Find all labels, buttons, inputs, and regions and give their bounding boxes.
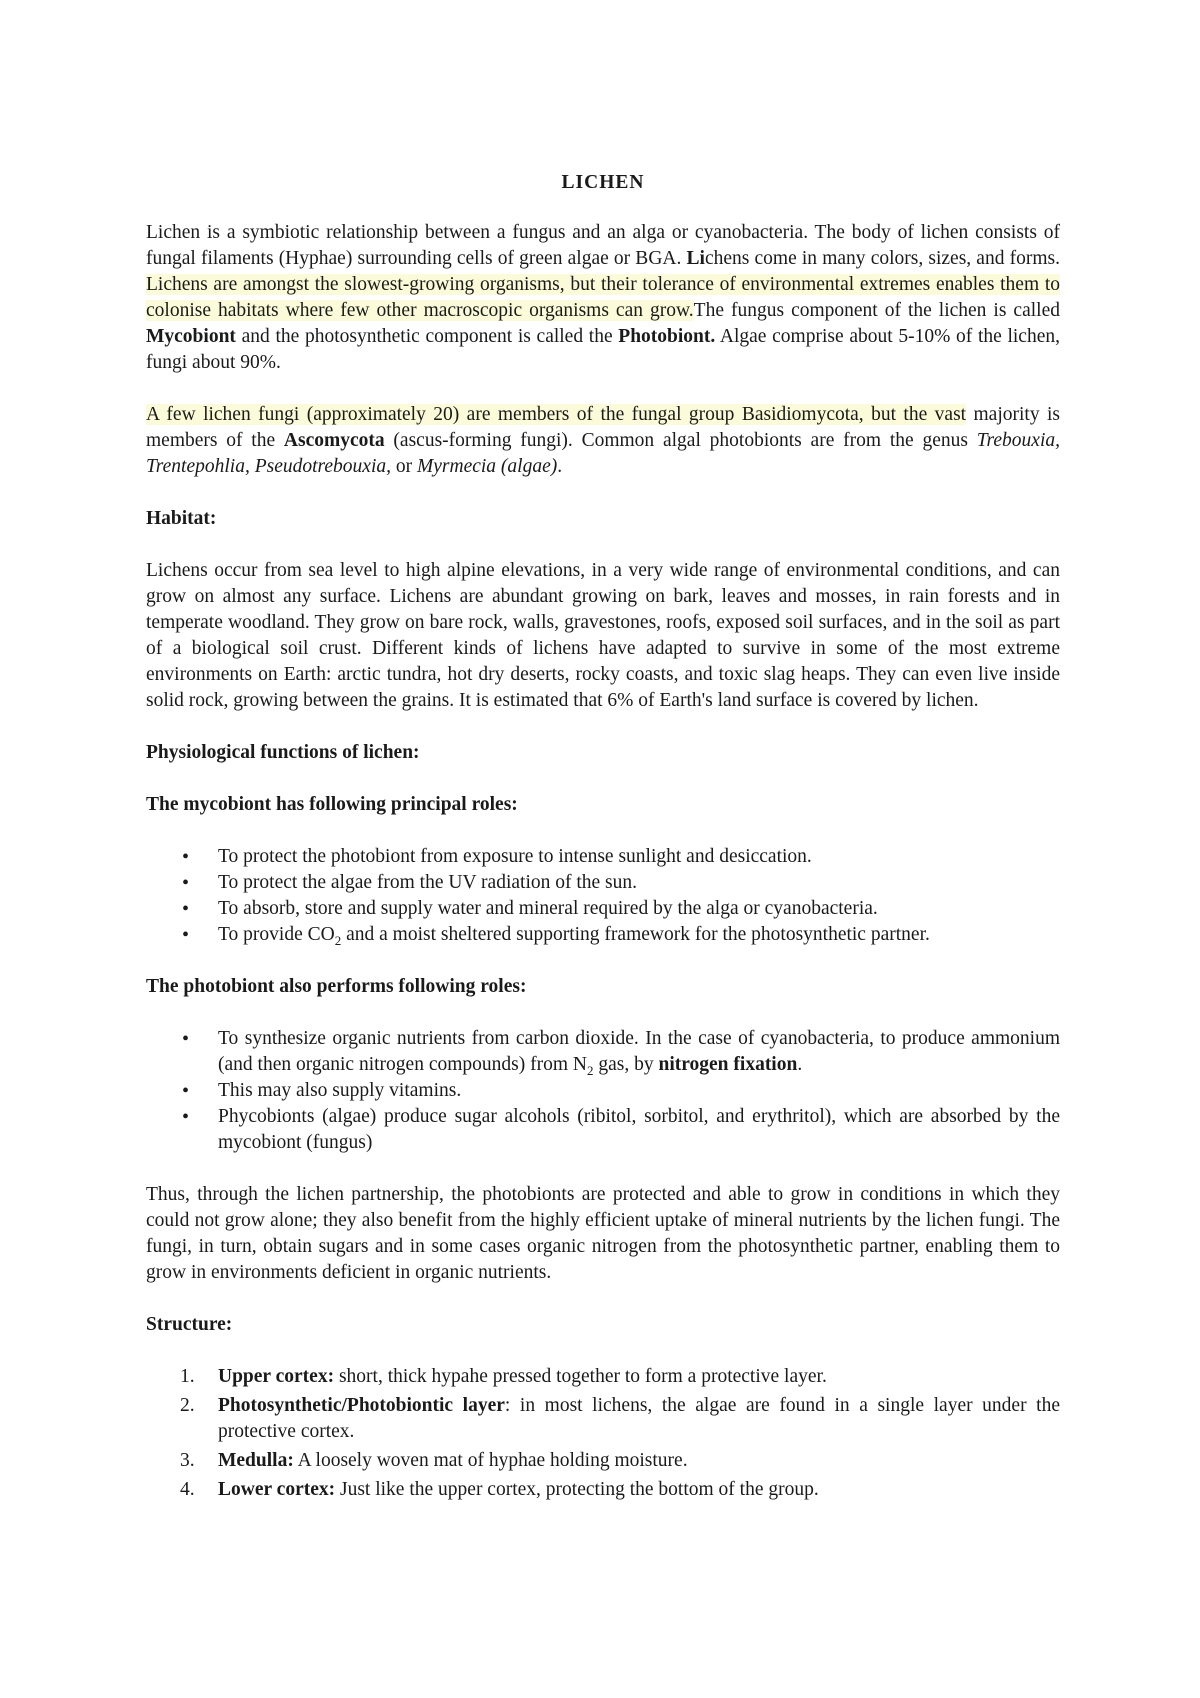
- mycobiont-term: Mycobiont: [146, 326, 236, 347]
- habitat-paragraph: Lichens occur from sea level to high alpine elevations, in a very wide range of environmental conditions, and can grow on almost any surface. Lichens are abundant growing on bark, leaves and mosses, in rain forests and in temperate woodland. They grow on bare rock, walls, gravestones, roofs, exposed soil surfaces, and in the soil as part of a biological soil crust. Different kinds of lichens have adapted to survive in some of the most extreme environments on Earth: arctic tundra, hot dry deserts, rocky coasts, and toxic slag heaps. They can even live inside solid rock, growing between the grains. It is estimated that 6% of Earth's land surface is covered by lichen.: [146, 560, 1060, 711]
- page-title: LICHEN: [561, 172, 645, 193]
- text-run: (ascus-forming fungi). Common algal photobionts are from the genus: [384, 430, 977, 451]
- mycobiont-roles-list: [146, 844, 1060, 948]
- list-number: 4.: [180, 1479, 195, 1500]
- text-run: and the photosynthetic component is called the: [235, 326, 619, 347]
- nitrogen-fixation-term: nitrogen fixation: [658, 1054, 798, 1075]
- list-item: [180, 1477, 1060, 1503]
- intro-paragraph-2: [146, 402, 1060, 480]
- list-item: [180, 1393, 1060, 1445]
- subscript: 2: [334, 932, 342, 948]
- text-run: or: [391, 456, 417, 477]
- text-run: Just like the upper cortex, protecting the bottom of the group.: [335, 1479, 819, 1500]
- list-item: • To protect the photobiont from exposure to intense sunlight and desiccation.: [218, 844, 1060, 870]
- structure-term: Lower cortex:: [218, 1479, 336, 1500]
- text-run: To synthesize organic nutrients from carbon dioxide. In the case of cyanobacteria, to produce ammonium (and then organic nitrogen compounds) from N: [218, 1028, 1060, 1075]
- mycobiont-roles-heading: The mycobiont has following principal roles:: [146, 794, 518, 815]
- photobiont-roles-heading: The photobiont also performs following roles:: [146, 976, 527, 997]
- text-run: Lichen is a symbiotic relationship between a fungus and an alga or cyanobacteria. The body of lichen consists of fungal filaments (Hyphae) surrounding cells of green algae or BGA.: [146, 222, 1060, 269]
- list-number: 3.: [180, 1450, 195, 1471]
- text-run: gas, by: [593, 1054, 659, 1075]
- structure-term: Medulla:: [218, 1450, 294, 1471]
- photobiont-term: Photobiont.: [618, 326, 716, 347]
- text-run: To provide CO: [218, 924, 335, 945]
- summary-paragraph: Thus, through the lichen partnership, the photobionts are protected and able to grow in conditions in which they could not grow alone; they also benefit from the highly efficient uptake of mineral nutrients by the lichen fungi. The fungi, in turn, obtain sugars and in some cases organic nitrogen from the photosynthetic partner, enabling them to grow in environments deficient in organic nutrients.: [146, 1184, 1060, 1283]
- subscript: 2: [586, 1062, 594, 1078]
- text-run: The fungus component of the lichen is called: [693, 300, 1060, 321]
- bold-text: Li: [686, 248, 705, 269]
- list-number: 1.: [180, 1366, 195, 1387]
- text-run: .: [797, 1054, 803, 1075]
- highlighted-text: A few lichen fungi (approximately 20) are members of the fungal group Basidiomycota, but the vast: [146, 404, 967, 425]
- text-run: A loosely woven mat of hyphae holding moisture.: [293, 1450, 688, 1471]
- photobiont-roles-list: [146, 1026, 1060, 1156]
- habitat-heading: Habitat:: [146, 508, 217, 529]
- text-run: short, thick hypahe pressed together to form a protective layer.: [334, 1366, 827, 1387]
- intro-paragraph-1: [146, 220, 1060, 376]
- list-item: [218, 922, 1060, 948]
- structure-list: [146, 1364, 1060, 1503]
- myrmecia-italic: Myrmecia (algae): [417, 456, 558, 477]
- physiology-heading: Physiological functions of lichen:: [146, 742, 420, 763]
- text-run: chens come in many colors, sizes, and forms.: [704, 248, 1060, 269]
- list-item: • This may also supply vitamins.: [218, 1078, 1060, 1104]
- structure-heading: Structure:: [146, 1314, 233, 1335]
- highlighted-text: Lichens are amongst the slowest-growing organisms, but their tolerance of environmental extremes enables them to colonise habitats where few other macroscopic organisms can grow.: [146, 274, 1060, 321]
- text-run: .: [557, 456, 563, 477]
- genera-italic: Trebouxia, Trentepohlia, Pseudotrebouxia,: [146, 430, 1060, 477]
- list-item: • To protect the algae from the UV radiation of the sun.: [218, 870, 1060, 896]
- structure-term: Upper cortex:: [218, 1366, 335, 1387]
- document-page: [146, 170, 1060, 1506]
- list-item: [180, 1448, 1060, 1474]
- text-run: majority is members of the: [146, 404, 1061, 451]
- list-number: 2.: [180, 1395, 195, 1416]
- ascomycota-term: Ascomycota: [283, 430, 385, 451]
- list-item: [180, 1364, 1060, 1390]
- text-run: : in most lichens, the algae are found in a single layer under the protective cortex.: [218, 1395, 1060, 1442]
- structure-term: Photosynthetic/Photobiontic layer: [218, 1395, 505, 1416]
- list-item: • Phycobionts (algae) produce sugar alcohols (ribitol, sorbitol, and erythritol), which are absorbed by the mycobiont (fungus): [218, 1104, 1060, 1156]
- list-item: • To absorb, store and supply water and mineral required by the alga or cyanobacteria.: [218, 896, 1060, 922]
- text-run: and a moist sheltered supporting framework for the photosynthetic partner.: [341, 924, 930, 945]
- text-run: Algae comprise about 5-10% of the lichen, fungi about 90%.: [146, 326, 1060, 373]
- list-item: [218, 1026, 1060, 1078]
